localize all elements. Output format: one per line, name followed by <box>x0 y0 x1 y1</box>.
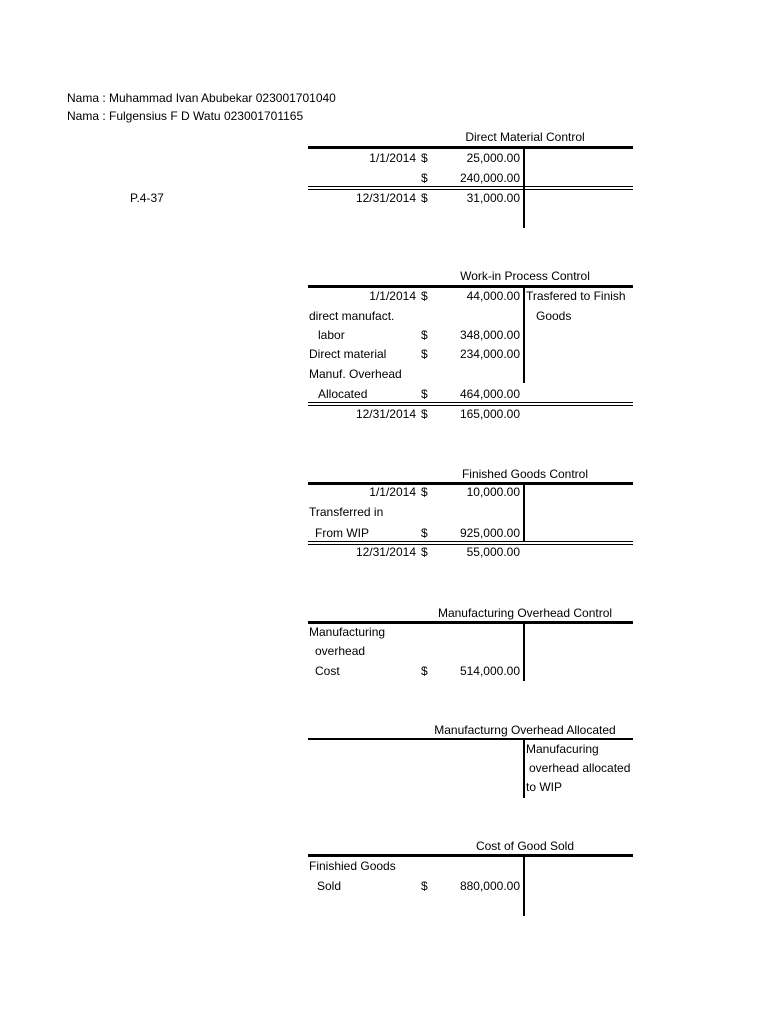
dmc-close-date: 12/31/2014 <box>355 191 416 205</box>
cogs-title: Cost of Good Sold <box>475 839 575 853</box>
moa-top-rule <box>308 738 633 740</box>
wip-credit-label-1: Trasfered to Finish <box>526 289 626 303</box>
wip-dollar-2: $ <box>421 328 428 342</box>
wip-open-amount: 44,000.00 <box>466 289 520 303</box>
fg-transfer-label-1: Transferred in <box>309 505 384 519</box>
cogs-t-divider <box>523 854 525 916</box>
dmc-total-rule <box>308 186 633 190</box>
wip-dollar-5: $ <box>421 407 428 421</box>
moa-credit-label-3: to WIP <box>526 780 563 794</box>
fg-title: Finished Goods Control <box>461 467 589 481</box>
fg-transfer-amount: 925,000.00 <box>459 526 520 540</box>
wip-open-date: 1/1/2014 <box>369 289 416 303</box>
fg-open-amount: 10,000.00 <box>466 485 520 499</box>
wip-close-date: 12/31/2014 <box>355 407 416 421</box>
student-name-1: Nama : Muhammad Ivan Abubekar 023001701040 <box>67 91 336 105</box>
moc-label-2: overhead <box>315 644 366 658</box>
moa-credit-label-2: overhead allocated <box>529 761 631 775</box>
moc-label-1: Manufacturing <box>309 625 386 639</box>
dmc-dollar-3: $ <box>421 191 428 205</box>
wip-t-divider <box>523 285 525 383</box>
dmc-top-rule <box>308 146 633 149</box>
cogs-dollar: $ <box>421 879 428 893</box>
wip-credit-label-2: Goods <box>536 309 572 323</box>
wip-dm-label: Direct material <box>309 347 387 361</box>
dmc-purchases-amount: 240,000.00 <box>459 171 520 185</box>
fg-dollar-2: $ <box>421 526 428 540</box>
dmc-dollar-2: $ <box>421 171 428 185</box>
cogs-label-2: Sold <box>317 879 342 893</box>
wip-total-rule <box>308 402 633 406</box>
wip-oh-label-2: Allocated <box>318 387 368 401</box>
fg-open-date: 1/1/2014 <box>369 485 416 499</box>
moc-dollar: $ <box>421 664 428 678</box>
moc-amount: 514,000.00 <box>459 664 520 678</box>
fg-t-divider <box>523 482 525 542</box>
wip-dollar-1: $ <box>421 289 428 303</box>
moa-credit-label-1: Manufacuring <box>526 742 599 756</box>
fg-close-amount: 55,000.00 <box>466 545 520 559</box>
problem-number: P.4-37 <box>130 191 164 205</box>
moa-credit-cell <box>526 741 633 801</box>
moa-t-divider <box>523 738 525 798</box>
wip-labor-label-2: labor <box>318 328 345 342</box>
wip-labor-label-1: direct manufact. <box>309 309 395 323</box>
dmc-dollar-1: $ <box>421 151 428 165</box>
student-name-2: Nama : Fulgensius F D Watu 023001701165 <box>67 109 304 123</box>
cogs-amount: 880,000.00 <box>459 879 520 893</box>
wip-title: Work-in Process Control <box>460 269 590 283</box>
fg-transfer-label-2: From WIP <box>315 526 369 540</box>
wip-top-rule <box>308 285 633 288</box>
wip-dollar-3: $ <box>421 347 428 361</box>
wip-dm-amount: 234,000.00 <box>459 347 520 361</box>
wip-dollar-4: $ <box>421 387 428 401</box>
moc-t-divider <box>523 621 525 681</box>
moc-title: Manufacturing Overhead Control <box>437 606 613 620</box>
dmc-open-date: 1/1/2014 <box>369 151 416 165</box>
wip-oh-label-1: Manuf. Overhead <box>309 367 402 381</box>
wip-oh-amount: 464,000.00 <box>459 387 520 401</box>
fg-dollar-1: $ <box>421 485 428 499</box>
fg-dollar-3: $ <box>421 545 428 559</box>
cogs-label-1: Finishied Goods <box>309 859 396 873</box>
dmc-close-amount: 31,000.00 <box>466 191 520 205</box>
wip-close-amount: 165,000.00 <box>459 407 520 421</box>
dmc-title: Direct Material Control <box>465 130 585 144</box>
wip-labor-amount: 348,000.00 <box>459 328 520 342</box>
dmc-open-amount: 25,000.00 <box>466 151 520 165</box>
cogs-top-rule <box>308 854 633 857</box>
moc-top-rule <box>308 621 633 624</box>
moa-title: Manufacturng Overhead Allocated <box>434 723 616 737</box>
fg-close-date: 12/31/2014 <box>355 545 416 559</box>
moc-label-3: Cost <box>315 664 340 678</box>
